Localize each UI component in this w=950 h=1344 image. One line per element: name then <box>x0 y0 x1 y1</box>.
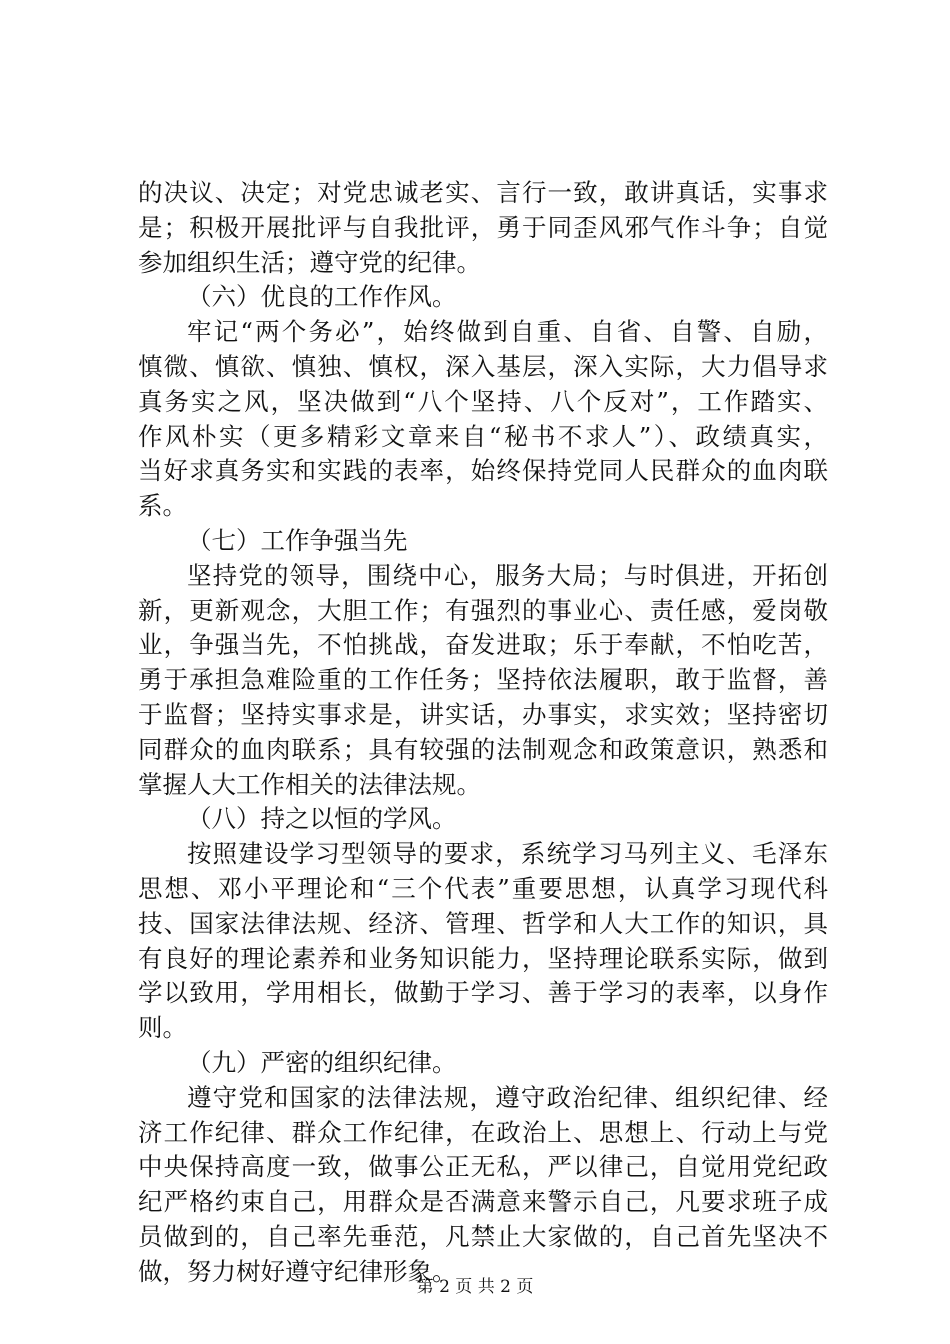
text-line: 思想、邓小平理论和“三个代表”重要思想，认真学习现代科 <box>138 873 828 903</box>
text-line: 参加组织生活；遵守党的纪律。 <box>138 247 481 277</box>
text-line: 牢记“两个务必”，始终做到自重、自省、自警、自励， <box>187 317 828 347</box>
text-line: 当好求真务实和实践的表率，始终保持党同人民群众的血肉联 <box>138 456 828 486</box>
text-line: 员做到的，自己率先垂范，凡禁止大家做的，自己首先坚决不 <box>138 1221 828 1251</box>
text-line: 有良好的理论素养和业务知识能力，坚持理论联系实际，做到 <box>138 943 828 973</box>
text-line: 同群众的血肉联系；具有较强的法制观念和政策意识，熟悉和 <box>138 734 828 764</box>
text-line: 遵守党和国家的法律法规，遵守政治纪律、组织纪律、经 <box>187 1082 828 1112</box>
text-line: 纪严格约束自己，用群众是否满意来警示自己，凡要求班子成 <box>138 1187 828 1217</box>
text-line: 按照建设学习型领导的要求，系统学习马列主义、毛泽东 <box>187 839 828 869</box>
text-line: 中央保持高度一致，做事公正无私，严以律己，自觉用党纪政 <box>138 1152 828 1182</box>
text-line: （八）持之以恒的学风。 <box>187 804 457 834</box>
text-line: 坚持党的领导，围绕中心，服务大局；与时俱进，开拓创 <box>187 560 828 590</box>
text-line: 慎微、慎欲、慎独、慎权，深入基层，深入实际，大力倡导求 <box>138 351 828 381</box>
page-footer: 第 2 页 共 2 页 <box>416 1277 534 1297</box>
text-line: 的决议、决定；对党忠诚老实、言行一致，敢讲真话，实事求 <box>138 178 828 207</box>
text-line: 是；积极开展批评与自我批评，勇于同歪风邪气作斗争；自觉 <box>138 212 828 242</box>
text-line: 勇于承担急难险重的工作任务；坚持依法履职，敢于监督，善 <box>138 665 828 695</box>
text-line: 作风朴实（更多精彩文章来自“秘书不求人”）、政绩真实， <box>138 421 828 451</box>
text-line: （六）优良的工作作风。 <box>187 282 457 312</box>
text-line: （九）严密的组织纪律。 <box>187 1047 457 1077</box>
text-line: 掌握人大工作相关的法律法规。 <box>138 769 481 799</box>
text-line: 做，努力树好遵守纪律形象。 <box>138 1256 457 1286</box>
text-line: 学以致用，学用相长，做勤于学习、善于学习的表率，以身作 <box>138 978 828 1008</box>
text-line: 于监督；坚持实事求是，讲实话，办事实，求实效；坚持密切 <box>138 699 828 729</box>
text-line: 业，争强当先，不怕挑战，奋发进取；乐于奉献，不怕吃苦， <box>138 630 828 660</box>
document-body <box>138 176 828 1290</box>
text-line: 系。 <box>138 491 187 521</box>
text-line: 济工作纪律、群众工作纪律，在政治上、思想上、行动上与党 <box>138 1117 828 1147</box>
text-line: 真务实之风，坚决做到“八个坚持、八个反对”，工作踏实、 <box>138 386 828 416</box>
text-line: 新，更新观念，大胆工作；有强烈的事业心、责任感，爱岗敬 <box>138 595 828 625</box>
text-line: （七）工作争强当先 <box>187 525 408 555</box>
text-line: 则。 <box>138 1013 187 1043</box>
text-line: 技、国家法律法规、经济、管理、哲学和人大工作的知识，具 <box>138 908 828 938</box>
